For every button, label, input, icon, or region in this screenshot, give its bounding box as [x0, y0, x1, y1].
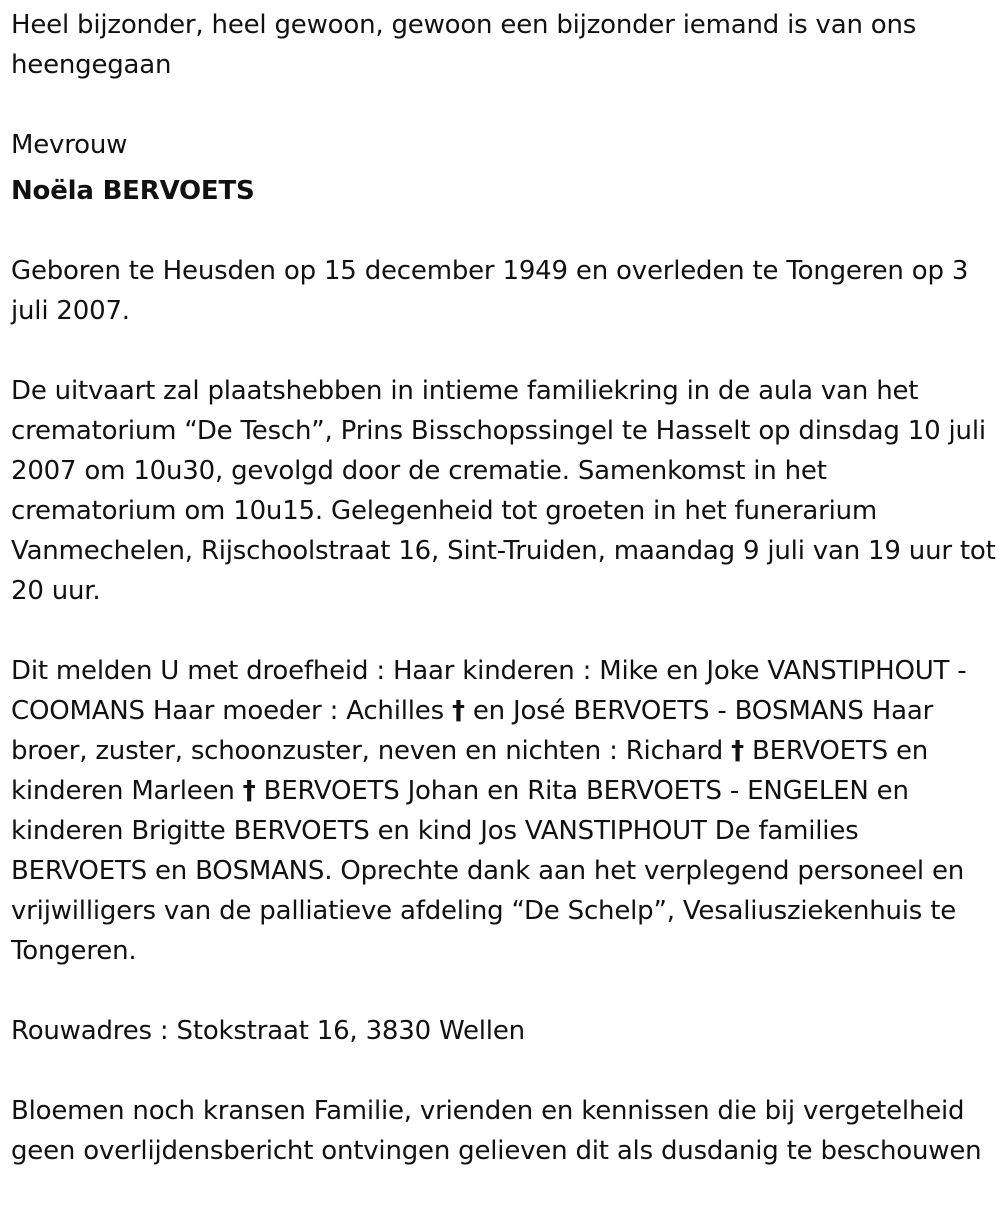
deceased-name: Noëla BERVOETS: [11, 176, 255, 206]
mourning-address: Rouwadres : Stokstraat 16, 3830 Wellen: [11, 1016, 525, 1046]
spacer: [11, 1051, 996, 1091]
spacer: [11, 331, 996, 371]
spacer: [11, 611, 996, 651]
cross-icon: †: [242, 776, 256, 806]
birth-death-text: Geboren te Heusden op 15 december 1949 en overleden te Tongeren op 3 juli 2007.: [11, 256, 969, 326]
spacer: [11, 211, 996, 251]
family-text-part-4: BERVOETS Johan en Rita BERVOETS - ENGELEN en kinderen Brigitte BERVOETS en kind Jos VANSTIPHOUT De families BERVOETS en BOSMANS. Oprechte dank aan het verplegend personeel en vrijwilligers van de palliatieve afdeling “De Schelp”, Vesaliusziekenhuis te Tongeren.: [11, 776, 965, 966]
closing-text: Bloemen noch kransen Familie, vrienden en kennissen die bij vergetelheid geen overlijdensbericht ontvingen gelieven dit als dusdanig te beschouwen: [11, 1096, 982, 1166]
family-text: [11, 651, 996, 971]
family-text-part-1: Dit melden U met droefheid : Haar kinderen : Mike en Joke VANSTIPHOUT - COOMANS Haar moeder : Achilles: [11, 656, 967, 726]
intro-text: Heel bijzonder, heel gewoon, gewoon een bijzonder iemand is van ons heengegaan: [11, 10, 917, 80]
family-text-part-2: en José BERVOETS - BOSMANS Haar broer, zuster, schoonzuster, neven en nichten : Richard: [11, 696, 934, 766]
cross-icon: †: [731, 736, 744, 766]
salutation: Mevrouw: [11, 130, 128, 160]
spacer: [11, 85, 996, 125]
spacer: [11, 971, 996, 1011]
family-text-part-3: BERVOETS en kinderen Marleen: [11, 736, 929, 806]
funeral-text: De uitvaart zal plaatshebben in intieme familiekring in de aula van het crematorium “De Tesch”, Prins Bisschopssingel te Hasselt op dinsdag 10 juli 2007 om 10u30, gevolgd door de crematie. Samenkomst in het crematorium om 10u15. Gelegenheid tot groeten in het funerarium Vanmechelen, Rijschoolstraat 16, Sint-Truiden, maandag 9 juli van 19 uur tot 20 uur.: [11, 376, 996, 606]
cross-icon: †: [451, 696, 465, 726]
obituary-notice: [11, 5, 996, 1171]
